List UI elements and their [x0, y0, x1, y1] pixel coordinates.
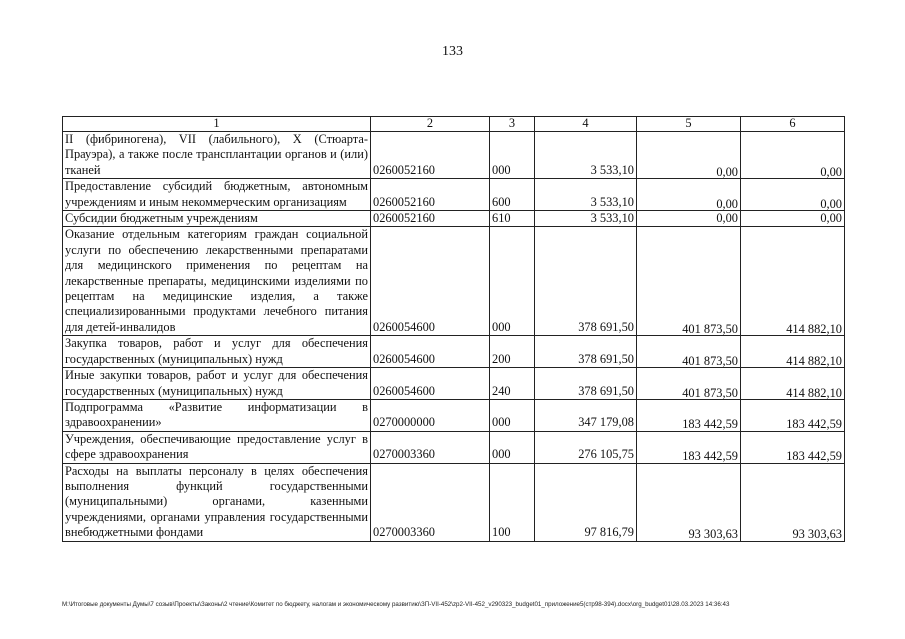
row-value-5: 401 873,50 — [637, 338, 741, 370]
row-value-6: 0,00 — [741, 181, 845, 213]
row-type: 610 — [490, 211, 535, 227]
row-value-5: 401 873,50 — [637, 370, 741, 402]
row-value-5: 0,00 — [637, 134, 741, 181]
row-value-4: 347 179,08 — [535, 399, 637, 431]
row-type: 100 — [490, 463, 535, 541]
row-type: 000 — [490, 431, 535, 463]
row-value-6: 93 303,63 — [741, 465, 845, 543]
row-value-6: 0,00 — [741, 134, 845, 181]
row-name: Субсидии бюджетным учреждениям — [63, 211, 371, 227]
row-type: 600 — [490, 179, 535, 211]
row-code: 0260054600 — [371, 368, 490, 400]
column-header-6: 6 — [741, 117, 845, 132]
table-header-row — [63, 117, 845, 132]
row-value-5: 401 873,50 — [637, 229, 741, 338]
table-row — [63, 399, 845, 431]
row-name: Подпрограмма «Развитие информатизации в здравоохранении» — [63, 399, 371, 431]
table-row — [63, 336, 845, 368]
row-value-4: 3 533,10 — [535, 211, 637, 227]
row-code: 0270003360 — [371, 431, 490, 463]
row-name: Оказание отдельным категориям граждан социальной услуги по обеспечению лекарственными препаратами для медицинского применения по рецептам на лекарственные препараты, медицинскими изделиями по рецептам на медицинские изделия, а также специализированными продуктами лечебного питания для детей-инвалидов — [63, 227, 371, 336]
column-header-4: 4 — [535, 117, 637, 132]
row-value-4: 378 691,50 — [535, 336, 637, 368]
table-row — [63, 179, 845, 211]
row-code: 0270000000 — [371, 399, 490, 431]
row-value-6: 183 442,59 — [741, 401, 845, 433]
row-value-5: 0,00 — [637, 211, 741, 227]
row-name: Иные закупки товаров, работ и услуг для обеспечения государственных (муниципальных) нужд — [63, 368, 371, 400]
row-value-6: 414 882,10 — [741, 229, 845, 338]
row-type: 240 — [490, 368, 535, 400]
row-value-4: 276 105,75 — [535, 431, 637, 463]
row-name: Закупка товаров, работ и услуг для обеспечения государственных (муниципальных) нужд — [63, 336, 371, 368]
row-value-5: 0,00 — [637, 181, 741, 213]
row-code: 0260052160 — [371, 211, 490, 227]
row-value-4: 3 533,10 — [535, 179, 637, 211]
column-header-5: 5 — [637, 117, 741, 132]
row-code: 0260054600 — [371, 336, 490, 368]
row-value-4: 97 816,79 — [535, 463, 637, 541]
column-header-3: 3 — [490, 117, 535, 132]
row-code: 0260052160 — [371, 132, 490, 179]
budget-table — [62, 116, 845, 542]
table-row — [63, 211, 845, 227]
row-value-4: 378 691,50 — [535, 368, 637, 400]
table-row — [63, 368, 845, 400]
column-header-1: 1 — [63, 117, 371, 132]
table-row — [63, 227, 845, 336]
row-name: Учреждения, обеспечивающие предоставление услуг в сфере здравоохранения — [63, 431, 371, 463]
column-header-2: 2 — [371, 117, 490, 132]
row-value-5: 183 442,59 — [637, 401, 741, 433]
row-value-6: 0,00 — [741, 211, 845, 227]
row-code: 0260054600 — [371, 227, 490, 336]
table-row — [63, 431, 845, 463]
page-number: 133 — [442, 44, 463, 59]
row-type: 000 — [490, 132, 535, 179]
row-name: II (фибриногена), VII (лабильного), X (Стюарта-Прауэра), а также после трансплантации органов и (или) тканей — [63, 132, 371, 179]
row-value-4: 378 691,50 — [535, 227, 637, 336]
row-value-6: 414 882,10 — [741, 338, 845, 370]
row-type: 000 — [490, 399, 535, 431]
row-type: 000 — [490, 227, 535, 336]
table-row — [63, 463, 845, 541]
document-path-footer: M:\Итоговые документы Думы\7 созыв\Проекты\Законы\2 чтение\Комитет по бюджету, налогам и экономическому развитию\ЗП-VII-452\zp2-VII-452_v290323_budget01_приложение5(стр98-394).docx\org_budget01\28.03.2023 14:36:43 — [62, 601, 730, 608]
row-name: Предоставление субсидий бюджетным, автономным учреждениям и иным некоммерческим организациям — [63, 179, 371, 211]
table-row — [63, 132, 845, 179]
row-name: Расходы на выплаты персоналу в целях обеспечения выполнения функций государственными (муниципальными) органами, казенными учреждениями, органами управления государственными внебюджетными фондами — [63, 463, 371, 541]
row-code: 0270003360 — [371, 463, 490, 541]
row-value-5: 183 442,59 — [637, 433, 741, 465]
row-value-4: 3 533,10 — [535, 132, 637, 179]
row-value-6: 414 882,10 — [741, 370, 845, 402]
row-type: 200 — [490, 336, 535, 368]
row-value-5: 93 303,63 — [637, 465, 741, 543]
row-code: 0260052160 — [371, 179, 490, 211]
row-value-6: 183 442,59 — [741, 433, 845, 465]
